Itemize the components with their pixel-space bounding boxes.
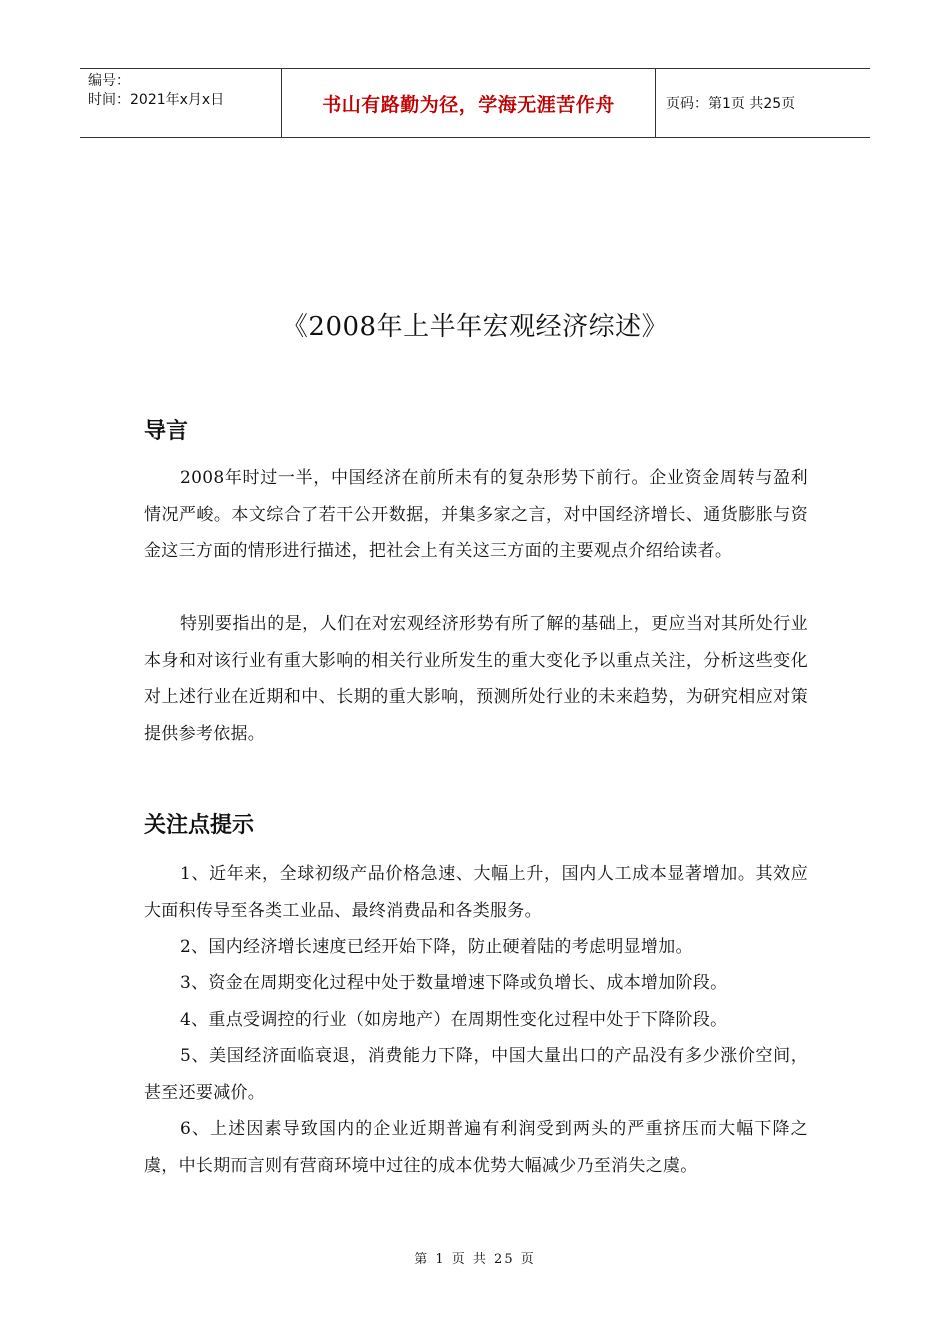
focus-item-6: 6、上述因素导致国内的企业近期普遍有利润受到两头的严重挤压而大幅下降之虞，中长期而言则有营商环境中过往的成本优势大幅减少乃至消失之虞。 <box>144 1119 808 1176</box>
section-heading-focus: 关注点提示 <box>144 813 255 838</box>
document-title: 《2008年上半年宏观经济综述》 <box>281 312 669 342</box>
header-page-info: 页码：第1页 共25页 <box>666 96 796 112</box>
page-footer: 第 1 页 共 25 页 <box>414 1252 536 1267</box>
header-motto: 书山有路勤为径，学海无涯苦作舟 <box>282 69 656 137</box>
section-heading-intro: 导言 <box>144 419 189 444</box>
time-label: 时间：2021年x月x日 <box>88 92 225 108</box>
serial-label: 编号： <box>88 73 130 89</box>
intro-paragraph-1: 2008年时过一半，中国经济在前所未有的复杂形势下前行。企业资金周转与盈利情况严峻。本文综合了若干公开数据，并集多家之言，对中国经济增长、通货膨胀与资金这三方面的情形进行描述，把社会上有关这三方面的主要观点介绍给读者。 <box>144 468 808 561</box>
focus-item-2: 2、国内经济增长速度已经开始下降，防止硬着陆的考虑明显增加。 <box>180 937 693 957</box>
intro-paragraph-2: 特别要指出的是，人们在对宏观经济形势有所了解的基础上，更应当对其所处行业本身和对该行业有重大影响的相关行业所发生的重大变化予以重点关注，分析这些变化对上述行业在近期和中、长期的重大影响，预测所处行业的未来趋势，为研究相应对策提供参考依据。 <box>144 614 808 744</box>
focus-item-1: 1、近年来，全球初级产品价格急速、大幅上升，国内人工成本显著增加。其效应大面积传导至各类工业品、最终消费品和各类服务。 <box>144 864 808 921</box>
header-meta <box>80 69 282 137</box>
focus-item-5: 5、美国经济面临衰退，消费能力下降，中国大量出口的产品没有多少涨价空间，甚至还要减价。 <box>144 1046 808 1103</box>
page-header <box>80 68 870 138</box>
focus-item-3: 3、资金在周期变化过程中处于数量增速下降或负增长、成本增加阶段。 <box>180 973 728 993</box>
focus-item-4: 4、重点受调控的行业（如房地产）在周期性变化过程中处于下降阶段。 <box>180 1010 728 1030</box>
